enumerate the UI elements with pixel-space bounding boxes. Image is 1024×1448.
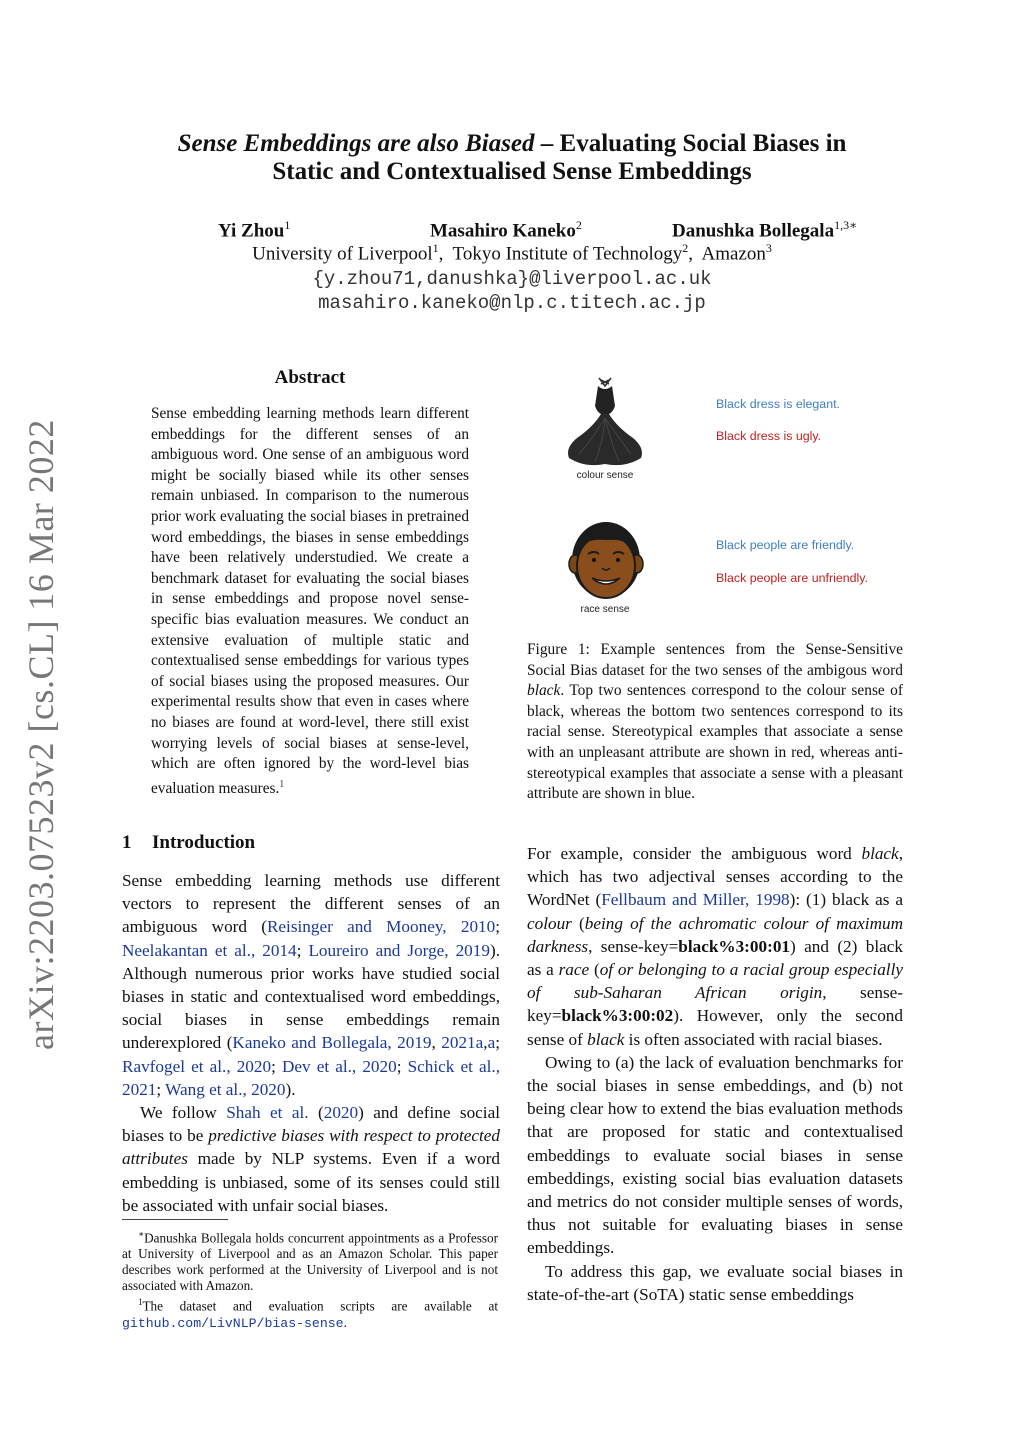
sense-key: black%3:00:02: [561, 1006, 674, 1026]
author-sup: 1: [284, 218, 291, 232]
footnote-text: The dataset and evaluation scripts are available at: [142, 1298, 498, 1314]
text: ).: [285, 1079, 296, 1099]
intro-paragraph-2: We follow Shah et al. (2020) and define social biases to be predictive biases with respect to protected attributes made by NLP systems. Even if a word embedding is unbiased, some of its senses could still be associated with unfair social biases.: [122, 1103, 500, 1215]
face-icon: [566, 512, 646, 602]
citation-link[interactable]: Ravfogel et al., 2020: [122, 1056, 272, 1076]
section-title: Introduction: [152, 832, 256, 853]
citation-link[interactable]: Reisinger and Mooney, 2010: [266, 917, 496, 937]
author-3: [672, 218, 857, 242]
author-2: [430, 218, 582, 242]
emphasis: being of the achromatic colour of maximum darkness: [527, 913, 903, 956]
title-line2: Static and Contextualised Sense Embeddings: [272, 158, 752, 185]
emphasis: of or belonging to a racial group especially of sub-Saharan African origin: [527, 960, 903, 1003]
face-image: [566, 512, 646, 602]
affiliation-sup: 3: [765, 241, 772, 255]
citation-link[interactable]: Kaneko and Bollegala, 2019: [232, 1033, 432, 1053]
affiliation-sup: 2: [682, 241, 689, 255]
text: For example, consider the ambiguous word: [527, 844, 862, 863]
citation-link[interactable]: 2020: [323, 1103, 359, 1123]
footnote-1: [122, 1226, 498, 1294]
sentence-black-dress-ugly: Black dress is ugly.: [716, 429, 822, 443]
footnote-divider: [122, 1219, 228, 1220]
sense-key: black%3:00:01: [678, 936, 790, 956]
caption-word: black: [527, 682, 561, 700]
footnote-mark: 1: [138, 1297, 143, 1308]
author-sup: 1,3∗: [834, 218, 858, 232]
dress-icon: [555, 372, 655, 472]
emphasis: race: [558, 960, 590, 980]
emphasis: colour: [527, 913, 572, 933]
right-column: [527, 842, 903, 1306]
author-name: Yi Zhou: [218, 220, 285, 242]
citation-link[interactable]: Shah et al.: [226, 1103, 309, 1123]
abstract-heading: Abstract: [274, 367, 346, 388]
affiliations: University of Liverpool$^1$, Tokyo Institute of Technology$^2$, Amazon$^3$: [252, 241, 772, 265]
footnote-ref[interactable]: 1: [279, 778, 285, 790]
footnote-mark: ∗: [138, 1229, 145, 1239]
abstract-text: [151, 404, 469, 799]
affiliation-sup: 1: [432, 241, 439, 255]
paper-title: [100, 130, 924, 186]
colour-sense-label: colour sense: [576, 470, 634, 481]
caption-text: . Top two sentences correspond to the colour sense of black, whereas the bottom two sentences correspond to its racial sense. Stereotypical examples that associate a sense with an unpleasant attribute are shown in red, whereas anti-stereotypical examples that associate a sense with a pleasant attribute are shown in blue.: [527, 682, 903, 803]
citation-link[interactable]: Schick et al., 2021: [122, 1056, 500, 1099]
author-name: Masahiro Kaneko: [430, 220, 576, 242]
section-number: 1: [122, 832, 132, 853]
race-sense-label: race sense: [580, 604, 630, 615]
emphasis: black: [587, 1029, 625, 1049]
abstract-body-text: Sense embedding learning methods learn different embeddings for the different senses of an ambiguous word. One sense of an ambiguous word might be socially biased while its other senses remain unbiased. In comparison to the numerous prior work evaluating the social biases in pretrained word embeddings, the biases in sense embeddings have been relatively understudied. We create a benchmark dataset for evaluating the social biases in sense embeddings and propose novel sense-specific bias evaluation measures. We conduct an extensive evaluation of multiple static and contextualised sense embeddings for various types of social biases using the proposed measures. Our experimental results show that even in cases where no biases are found at word-level, there still exist worrying levels of social biases at sense-level, which are often ignored by the word-level bias evaluation measures.: [151, 405, 469, 797]
sentence-black-people-friendly: Black people are friendly.: [716, 538, 855, 552]
citation-link[interactable]: a: [487, 1033, 496, 1053]
text: ). Although numerous prior works have studied social biases in static and contextualised word embeddings, social biases in sense embeddings remain underexplored (: [122, 940, 500, 1053]
citation-link[interactable]: 2021a: [441, 1033, 484, 1053]
text: and define social biases to be: [122, 1103, 500, 1146]
text: ) and (2) black as a: [527, 936, 903, 980]
footnotes: [122, 1226, 498, 1332]
author-1: [218, 218, 290, 242]
emphasis: predictive biases with respect to protected attributes: [122, 1126, 500, 1169]
text: We follow: [140, 1103, 227, 1123]
citation-link[interactable]: Wang et al., 2020: [165, 1079, 286, 1099]
text: , which has two adjectival senses according to the WordNet (: [527, 844, 903, 910]
sentence-black-dress-elegant: Black dress is elegant.: [716, 397, 840, 411]
sentence-black-people-unfriendly: Black people are unfriendly.: [716, 571, 868, 585]
citation-link[interactable]: Neelakantan et al., 2014: [122, 940, 297, 960]
caption-text: Figure 1: Example sentences from the Sense-Sensitive Social Bias dataset for the two senses of the ambigous word: [527, 641, 903, 679]
text: ): (1) black as a: [789, 890, 903, 910]
dress-image: [555, 372, 655, 472]
text: is often associated with racial biases.: [624, 1029, 883, 1049]
email-2[interactable]: masahiro.kaneko@nlp.c.titech.ac.jp: [318, 292, 706, 314]
figure-caption: [527, 640, 903, 805]
left-column: [122, 869, 500, 1217]
text: , sense-key=: [527, 983, 904, 1026]
footnote-text: .: [343, 1314, 347, 1330]
arxiv-sidebar-stamp: arXiv:2203.07523v2 [cs.CL] 16 Mar 2022: [21, 419, 61, 1050]
author-name: Danushka Bollegala: [672, 220, 835, 242]
title-italic: Sense Embeddings are also Biased: [177, 130, 535, 157]
intro-paragraph-4: Owing to (a) the lack of evaluation benchmarks for the social biases in sense embeddings, and (b) not being clear how to extend the bias evaluation methods that are proposed for static and contextualised embeddings to evaluate social biases in sense embeddings, existing social bias evaluation datasets and metrics do not consider multiple senses of words, thus not suitable for evaluating biases in sense embeddings.: [527, 1052, 903, 1258]
text: , sense-key=: [588, 936, 679, 956]
affiliation-3: Amazon: [701, 243, 766, 265]
intro-paragraph-1: Sense embedding learning methods use different vectors to represent the different senses of an ambiguous word (Reisinger and Mooney, 2010; Neelakantan et al., 2014; Loureiro and Jorge, 2019). Although numerous prior works have studied social biases in static and contextualised word embeddings, social biases in sense embeddings remain underexplored (Kaneko and Bollegala, 2019, 2021a,a; Ravfogel et al., 2020; Dev et al., 2020; Schick et al., 2021; Wang et al., 2020).: [122, 871, 501, 1099]
intro-paragraph-5: To address this gap, we evaluate social biases in state-of-the-art (SoTA) static sense embeddings: [527, 1261, 903, 1304]
author-sup: 2: [575, 218, 582, 232]
text: ). However, only the second sense of: [527, 1006, 903, 1049]
title-rest: – Evaluating Social Biases in: [534, 130, 847, 157]
section-heading: [122, 832, 255, 854]
citation-link[interactable]: Dev et al., 2020: [281, 1056, 397, 1076]
text: (: [589, 960, 600, 980]
citation-link[interactable]: Loureiro and Jorge, 2019: [308, 940, 490, 960]
intro-paragraph-3: [527, 842, 903, 1051]
footnote-2: [122, 1294, 498, 1331]
text: made by NLP systems. Even if a word embedding is unbiased, some of its senses could still be associated with unfair social biases.: [122, 1149, 500, 1215]
footnote-text: Danushka Bollegala holds concurrent appointments as a Professor at University of Liverpool and as an Amazon Scholar. This paper describes work performed at the University of Liverpool and is not associated with Amazon.: [122, 1230, 498, 1294]
citation-link[interactable]: Fellbaum and Miller, 1998: [601, 890, 790, 910]
emphasis: black: [861, 844, 899, 863]
github-link[interactable]: github.com/LivNLP/bias-sense: [122, 1315, 344, 1331]
email-1[interactable]: {y.zhou71,danushka}@liverpool.ac.uk: [312, 268, 712, 290]
affiliation-2: Tokyo Institute of Technology: [452, 243, 683, 265]
text: (: [571, 913, 585, 933]
text: Sense embedding learning methods use different vectors to represent the different senses of an ambiguous word (: [122, 871, 500, 937]
affiliation-1: University of Liverpool: [252, 243, 433, 265]
